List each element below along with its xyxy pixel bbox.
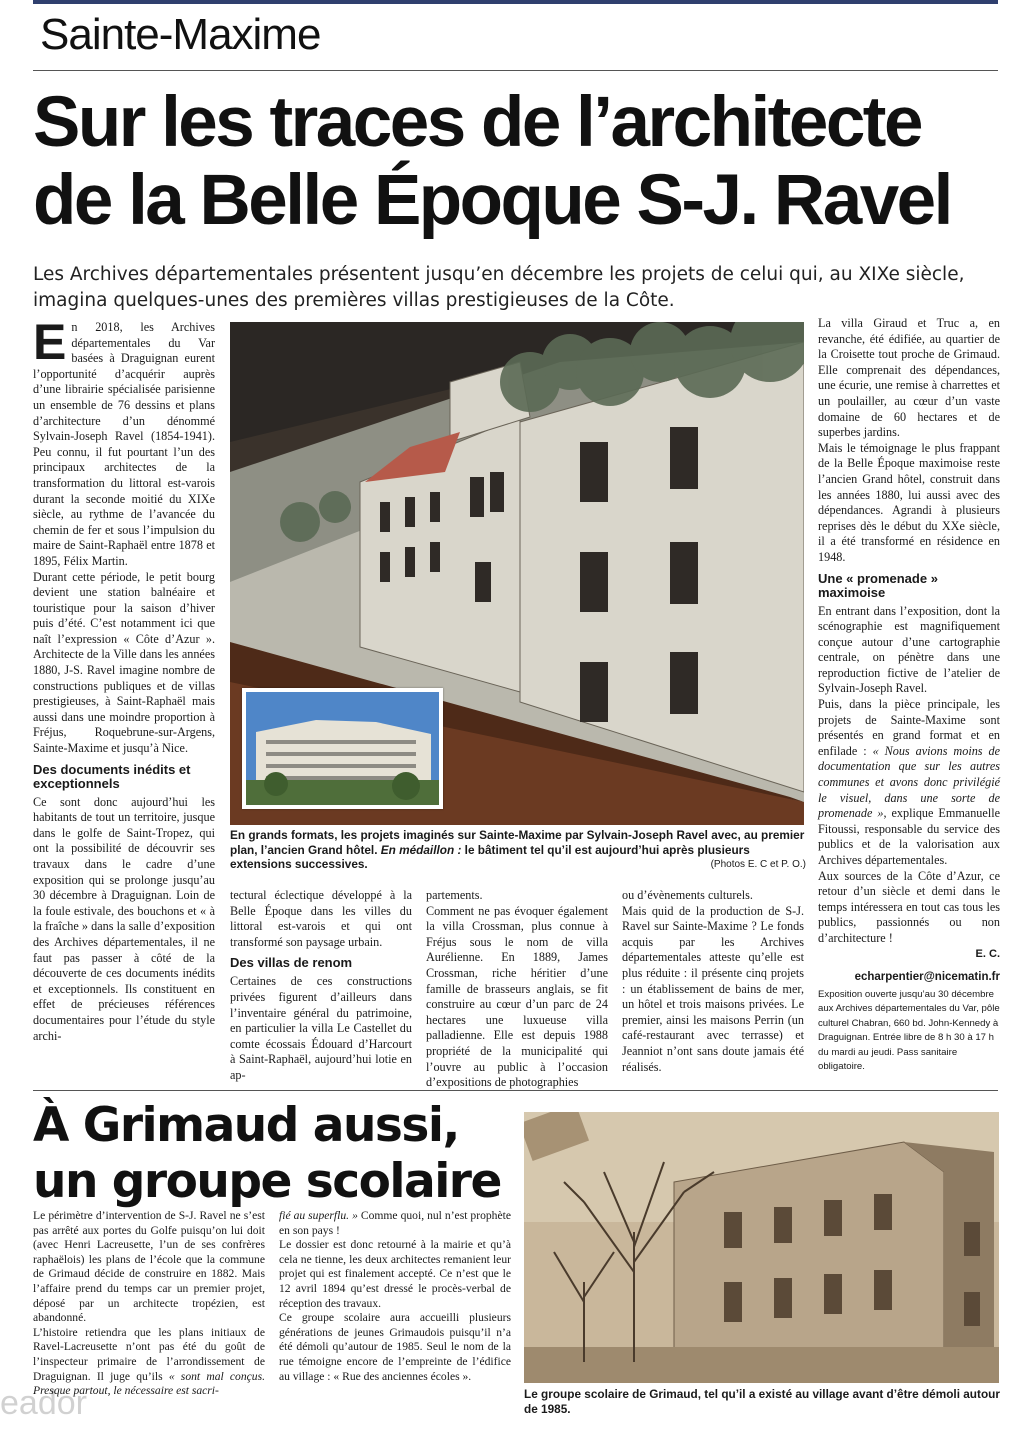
col5-paragraph-1: La villa Giraud et Truc a, en revanche, été édifiée, au quartier de la Croisette tout proche de Grimaud. Elle comprenait des dépendances, une écurie, une remise à charrettes et un poulailler, au cœur d’un vaste domaine de 60 hectares et de superbes jardins. bbox=[818, 316, 1000, 440]
photo-credit: (Photos E. C et P. O.) bbox=[710, 859, 806, 870]
top-color-bar bbox=[33, 0, 998, 4]
grimaud-paragraph-4: Ce groupe scolaire aura accueilli plusieurs générations de jeunes Grimaudois puisqu’il n’a été démoli qu’autour de 1985. Seul le nom de la rue témoigne encore de l’empreinte de l’édifice au village : « Rue des anciennes écoles ». bbox=[279, 1311, 511, 1383]
grimaud-column-2 bbox=[279, 1209, 511, 1384]
col4-paragraph-1: ou d’évènements culturels. bbox=[622, 888, 753, 902]
grimaud-text-2: Comme quoi, nul n’est prophète en son pays ! bbox=[279, 1209, 511, 1237]
col5-text-2: , explique Emmanuelle Fitoussi, responsable du service des publics et de la valorisation aux Archives départementales. bbox=[818, 806, 1000, 867]
article-column-2 bbox=[230, 888, 412, 1084]
col5-text: Puis, dans la pièce principale, les projets de Sainte-Maxime sont présentés en grand format et en enfilade : bbox=[818, 697, 1000, 758]
medallion-photo bbox=[242, 688, 443, 809]
headline: Sur les traces de l’architecte de la Belle Époque S-J. Ravel bbox=[33, 83, 951, 240]
article-column-3 bbox=[426, 888, 608, 1091]
article-column-4 bbox=[622, 888, 804, 1075]
col3-paragraph-1: partements. bbox=[426, 888, 483, 902]
col4-paragraph-2: Mais quid de la production de S-J. Ravel sur Sainte-Maxime ? Le fonds acquis par les Archives départementales atteste qu’elle est plus réduite : il présente cinq projets : un établissement de bains de mer, un hôtel et trois maisons privées. Le premier, ainsi les maisons Perrin (un café-restaurant avec terrasse) et Jeanniot n’ont sans doute jamais été réalisés. bbox=[622, 903, 804, 1074]
caption-text: En grands formats, les projets imaginés sur Sainte-Maxime par Sylvain-Joseph Ravel avec, au premier plan, l’ancien Grand hôtel. bbox=[230, 828, 805, 857]
article-column-1 bbox=[33, 314, 215, 1044]
rubric-rule bbox=[33, 70, 998, 71]
col3-paragraph-2: Comment ne pas évoquer également la villa Crossman, plus connue à Fréjus sous le nom de villa Aurélienne. En 1889, James Crossman, riche héritier d’une famille de brasseurs anglais, se fit construire au cœur d’un parc de 24 hectares une luxueuse villa palladienne. Elle est depuis 1988 propriété de la municipalité qui l’ouvre au public à l’occasion d’expositions de photographies bbox=[426, 903, 608, 1090]
intertitle-villas: Des villas de renom bbox=[230, 955, 353, 971]
intertitle-promenade: Une « promenade » maximoise bbox=[818, 570, 938, 600]
grimaud-quote-end: fié au superflu. » bbox=[279, 1209, 358, 1222]
col2-paragraph-2: Certaines de ces constructions privées figurent d’ailleurs dans l’inventaire général du patrimoine, en particulier la villa Le Castellet du comte écossais Édouard d’Harcourt à Saint-Raphaël, aujourd’hui lotie en ap- bbox=[230, 974, 412, 1082]
school-photo bbox=[524, 1112, 999, 1383]
grimaud-quote: « sont mal conçus. Presque partout, le nécessaire est sacri- bbox=[33, 1369, 265, 1398]
grimaud-headline: À Grimaud aussi, un groupe scolaire bbox=[33, 1098, 501, 1209]
school-sepia-image bbox=[524, 1112, 999, 1383]
col5-paragraph-2: Mais le témoignage le plus frappant de la Belle Époque maximoise reste l’ancien Grand hôtel, construit dans les années 1880, lui aussi avec des dépendances. Agrandi à plusieurs reprises dès le début du XXe siècle, il a été transformé en résidence en 1948. bbox=[818, 440, 1000, 564]
caption-italic: En médaillon : bbox=[380, 842, 462, 857]
col5-quote: « Nous avions moins de documentation que sur les autres communes et avons donc privilégié le visuel, dans une sorte de promenade » bbox=[818, 743, 1000, 821]
school-photo-caption: Le groupe scolaire de Grimaud, tel qu’il a existé au village avant d’être démoli autour de 1985. bbox=[524, 1387, 1000, 1416]
intertitle-documents: Des documents inédits et exceptionnels bbox=[33, 761, 191, 791]
reader-watermark: eador bbox=[0, 1384, 87, 1422]
grimaud-column-1 bbox=[33, 1209, 265, 1399]
col1-paragraph-1: n 2018, les Archives départementales du Var basées à Draguignan eurent l’opportunité d’acquérir auprès d’une librairie spécialisée parisienne un ensemble de 76 dessins et plans d’architecture d’un dénommé Sylvain-Joseph Ravel (1854-1941). Peu connu, il fut pourtant l’un des principaux architectes de la transformation du littoral est-varois durant la seconde moitié du XIXe siècle, au rythme de l’avancée du chemin de fer et sous l’impulsion du maire de Saint-Raphaël entre 1878 et 1895, Félix Martin. bbox=[33, 320, 215, 568]
author-email[interactable]: echarpentier@nicematin.fr bbox=[854, 971, 1000, 984]
col5-paragraph-3: En entrant dans l’exposition, dont la scénographie est magnifiquement conçue autour d’une cartographie centrale, on pénètre dans une reproduction fictive de l’atelier de Sylvain-Joseph Ravel. bbox=[818, 603, 1000, 696]
section-divider bbox=[33, 1090, 998, 1091]
drop-cap: E bbox=[33, 314, 67, 370]
chapo: Les Archives départementales présentent jusqu’en décembre les projets de celui qui, au XIXe siècle, imagina quelques-unes des premières villas prestigieuses de la Côte. bbox=[33, 264, 965, 311]
grimaud-paragraph-1: Le périmètre d’intervention de S-J. Ravel ne s’est pas arrêté aux portes du Golfe puisqu’on lui doit (avec Henri Lacreusette, l’un de ses confrères raphaëlois) les plans de l’école que la commune de Grimaud décide de construire en 1882. Mais l’affaire prend du temps car un premier projet, déposé par un architecte tropézien, est abandonné. bbox=[33, 1209, 265, 1325]
article-column-5 bbox=[818, 316, 1000, 1075]
practical-info: Exposition ouverte jusqu’au 30 décembre aux Archives départementales du Var, pôle culturel Chabran, 660 bd. John-Kennedy à Draguignan. Entrée libre de 8 h 30 à 17 h du mardi au jeudi. Pass sanitaire obligatoire. bbox=[818, 988, 1000, 1073]
grimaud-paragraph-3: Le dossier est donc retourné à la mairie et qu’à cela ne tienne, les deux architectes remanient leur projet qui est finalement accepté. Ce n’est que le 12 avril 1894 qu’est dressé le procès-verbal de réception des travaux. bbox=[279, 1238, 511, 1310]
grimaud-text: L’histoire retiendra que les plans initiaux de Ravel-Lacreusette n’ont pas été du goût de l’inspecteur primaire de l’arrondissement de Draguignan. Il juge qu’ils bbox=[33, 1325, 265, 1383]
section-rubric: Sainte-Maxime bbox=[40, 10, 321, 59]
col1-paragraph-2: Durant cette période, le petit bourg devient une station balnéaire et touristique pour la saison d’hiver puis d’été. C’est notamment ici que naît l’expression « Côte d’Azur ». Architecte de la Ville dans les années 1880, J-S. Ravel imagine nombre de constructions publiques et de villas prestigieuses, à Saint-Raphaël mais aussi dans une moindre proportion à Fréjus, Roquebrune-sur-Argens, Sainte-Maxime et jusqu’à Nice. bbox=[33, 569, 215, 756]
col5-paragraph-5: Aux sources de la Côte d’Azur, ce retour d’un siècle et demi dans le temps intéressera en tout cas tous les publics, passionnés ou non d’architecture ! bbox=[818, 868, 1000, 945]
author-signature: E. C. bbox=[975, 947, 1000, 960]
col5-paragraph-4 bbox=[818, 697, 1000, 869]
hotel-today-image bbox=[246, 692, 439, 805]
col2-paragraph-1: tectural éclectique développé à la Belle Époque dans les villes du littoral est-varois et qui ont transformé son paysage urbain. bbox=[230, 888, 412, 949]
col1-paragraph-3: Ce sont donc aujourd’hui les habitants de tout un territoire, jusque dans le golfe de Saint-Tropez, qui ont la possibilité de découvrir ses travaux dans le cadre d’une exposition qui se prolonge jusqu’au 30 décembre à Draguignan. Loin de la foule estivale, des bouchons et « à la fraîche » dans la salle d’exposition des Archives départementales, il ne faut pas passer à côté de la découverte de ces documents inédits et exceptionnels. Ils constituent en effet de précieuses références documentaires pour l’étude du style archi- bbox=[33, 794, 215, 1043]
caption-text-2: le bâtiment tel qu’il est aujourd’hui après plusieurs extensions successives. bbox=[230, 842, 750, 871]
